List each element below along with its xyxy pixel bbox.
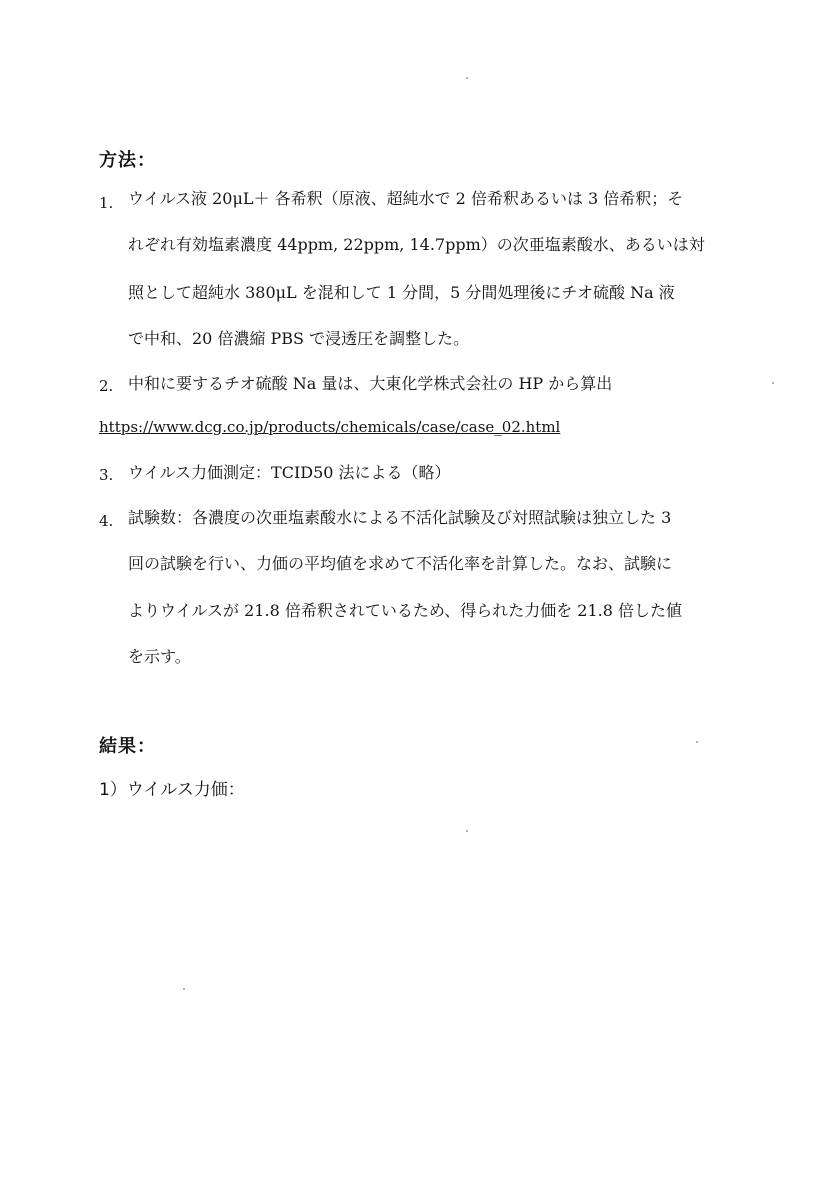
methods-heading: 方法： — [99, 150, 156, 171]
method-item-1-line-2: れぞれ有効塩素濃度 44ppm, 22ppm, 14.7ppm）の次亜塩素酸水、あるいは対 — [128, 235, 705, 254]
method-item-1-line-4: で中和、20 倍濃縮 PBS で浸透圧を調整した。 — [128, 329, 470, 348]
method-item-4-line-4: を示す。 — [128, 647, 191, 666]
scan-speck — [466, 77, 468, 79]
method-item-4-line-2: 回の試験を行い、力価の平均値を求めて不活化率を計算した。なお、試験に — [128, 554, 673, 573]
method-item-3-line-1: ウイルス力価測定：TCID50 法による（略） — [128, 463, 451, 482]
method-item-4-line-1: 試験数：各濃度の次亜塩素酸水による不活化試験及び対照試験は独立した 3 — [128, 508, 672, 527]
method-item-2-line-1: 中和に要するチオ硫酸 Na 量は、大東化学株式会社の HP から算出 — [128, 374, 613, 393]
method-item-1-line-3: 照として超純水 380μL を混和して 1 分間，5 分間処理後にチオ硫酸 Na 液 — [128, 283, 675, 302]
method-item-1-number: 1. — [99, 194, 114, 212]
scan-speck — [466, 830, 468, 832]
method-item-4-line-3: よりウイルスが 21.8 倍希釈されているため、得られた力価を 21.8 倍した値 — [128, 601, 682, 620]
results-subheading: 1）ウイルス力価： — [99, 780, 245, 800]
method-item-1-line-1: ウイルス液 20μL＋ 各希釈（原液、超純水で 2 倍希釈あるいは 3 倍希釈；そ — [128, 189, 684, 208]
method-item-3-number: 3. — [99, 466, 114, 484]
method-item-4-number: 4. — [99, 512, 114, 530]
results-heading: 結果： — [99, 736, 156, 757]
method-item-2-number: 2. — [99, 377, 114, 395]
scan-speck — [696, 741, 698, 743]
scan-speck — [772, 382, 774, 384]
scan-speck — [183, 988, 185, 990]
reference-url-link[interactable]: https://www.dcg.co.jp/products/chemicals/case/case_02.html — [99, 418, 561, 436]
